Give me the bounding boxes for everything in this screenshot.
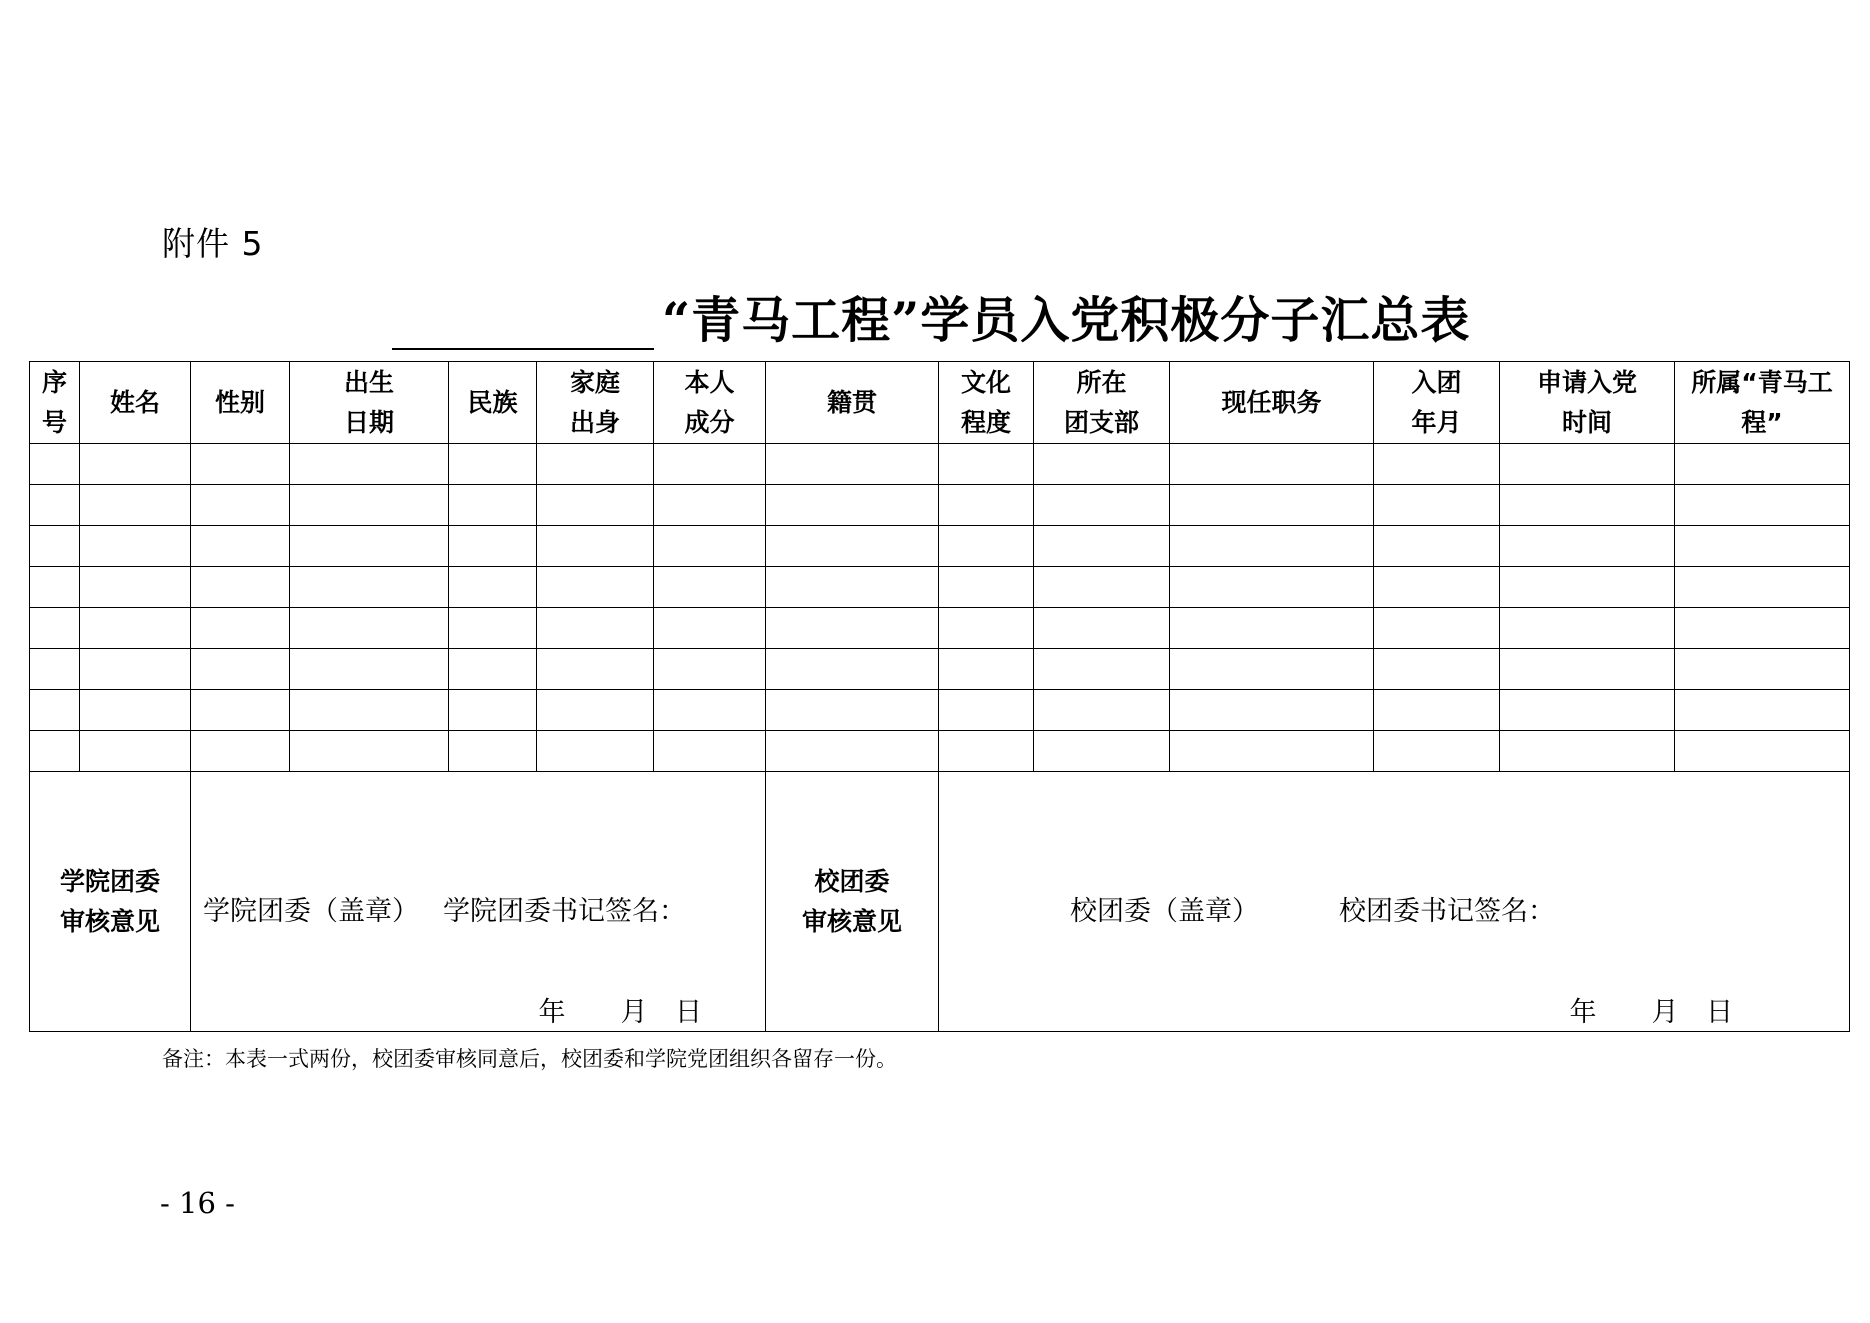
table-cell[interactable] <box>654 444 766 485</box>
table-cell[interactable] <box>939 444 1034 485</box>
table-cell[interactable] <box>766 608 939 649</box>
table-cell[interactable] <box>449 731 537 772</box>
column-header-line1: 所在 <box>1076 367 1127 397</box>
table-cell[interactable] <box>654 485 766 526</box>
table-cell[interactable] <box>766 485 939 526</box>
table-row <box>30 567 1850 608</box>
table-cell[interactable] <box>939 567 1034 608</box>
table-cell[interactable] <box>537 731 654 772</box>
column-header <box>654 362 766 444</box>
table-cell[interactable] <box>654 690 766 731</box>
table-cell[interactable] <box>80 485 191 526</box>
table-cell[interactable] <box>1034 649 1170 690</box>
column-header-line1: 出生 <box>343 367 394 397</box>
table-cell[interactable] <box>1034 608 1170 649</box>
summary-table <box>29 361 1850 1032</box>
column-header-line2: 出身 <box>569 407 620 437</box>
table-cell[interactable] <box>1675 444 1850 485</box>
title-row <box>392 290 1470 350</box>
column-header <box>1170 362 1374 444</box>
table-cell[interactable] <box>30 608 80 649</box>
header-row <box>30 362 1850 444</box>
table-cell[interactable] <box>1675 690 1850 731</box>
table-cell[interactable] <box>1500 731 1675 772</box>
column-header <box>449 362 537 444</box>
table-row <box>30 526 1850 567</box>
column-header <box>537 362 654 444</box>
column-header-line1: 本人 <box>684 367 735 397</box>
table-cell[interactable] <box>191 485 290 526</box>
table-cell[interactable] <box>654 526 766 567</box>
table-cell[interactable] <box>654 731 766 772</box>
table-cell[interactable] <box>191 567 290 608</box>
column-header-line1: 入团 <box>1411 367 1462 397</box>
table-cell[interactable] <box>30 649 80 690</box>
column-header-line1: 现任职务 <box>1221 387 1322 417</box>
college-review-label-line2: 审核意见 <box>59 906 160 936</box>
table-cell[interactable] <box>766 690 939 731</box>
table-cell[interactable] <box>1374 567 1500 608</box>
college-date <box>511 990 702 1029</box>
table-cell[interactable] <box>1170 485 1374 526</box>
column-header-line2: 程” <box>1741 407 1783 437</box>
college-month-label: 月 <box>620 997 648 1028</box>
table-cell[interactable] <box>537 444 654 485</box>
table-cell[interactable] <box>1170 731 1374 772</box>
table-cell[interactable] <box>1170 608 1374 649</box>
table-cell[interactable] <box>1170 649 1374 690</box>
school-review-label-line1: 校团委 <box>814 866 890 896</box>
table-cell[interactable] <box>80 567 191 608</box>
table-cell[interactable] <box>1034 526 1170 567</box>
table-cell[interactable] <box>449 649 537 690</box>
table-cell[interactable] <box>939 485 1034 526</box>
review-row <box>30 772 1850 1032</box>
table-cell[interactable] <box>939 649 1034 690</box>
table-cell[interactable] <box>1500 649 1675 690</box>
column-header-line2: 日期 <box>343 407 394 437</box>
table-cell[interactable] <box>766 649 939 690</box>
table-cell[interactable] <box>191 690 290 731</box>
table-cell[interactable] <box>1034 731 1170 772</box>
table-cell[interactable] <box>449 485 537 526</box>
table-cell[interactable] <box>1034 485 1170 526</box>
table-row <box>30 649 1850 690</box>
column-header-line1: 姓名 <box>109 387 160 417</box>
column-header <box>1500 362 1675 444</box>
column-header-line1: 性别 <box>214 387 265 417</box>
table-cell[interactable] <box>1374 690 1500 731</box>
table-cell[interactable] <box>1675 731 1850 772</box>
column-header-line2: 号 <box>41 407 67 437</box>
table-cell[interactable] <box>654 608 766 649</box>
table-cell[interactable] <box>30 567 80 608</box>
column-header-line1: 民族 <box>467 387 518 417</box>
table-cell[interactable] <box>30 526 80 567</box>
column-header <box>290 362 449 444</box>
column-header <box>1034 362 1170 444</box>
table-row <box>30 608 1850 649</box>
table-cell[interactable] <box>537 690 654 731</box>
table-cell[interactable] <box>80 526 191 567</box>
column-header <box>1374 362 1500 444</box>
table-cell[interactable] <box>290 690 449 731</box>
table-row <box>30 444 1850 485</box>
table-cell[interactable] <box>191 444 290 485</box>
table-cell[interactable] <box>1675 649 1850 690</box>
table-cell[interactable] <box>1374 649 1500 690</box>
table-cell[interactable] <box>537 526 654 567</box>
column-header <box>80 362 191 444</box>
college-day-label: 日 <box>675 997 702 1028</box>
table-cell[interactable] <box>80 608 191 649</box>
college-year-label: 年 <box>538 997 566 1028</box>
table-cell[interactable] <box>1374 485 1500 526</box>
table-cell[interactable] <box>766 526 939 567</box>
table-cell[interactable] <box>449 567 537 608</box>
column-header <box>1675 362 1850 444</box>
table-cell[interactable] <box>191 649 290 690</box>
table-cell[interactable] <box>290 649 449 690</box>
table-cell[interactable] <box>1374 526 1500 567</box>
table-cell[interactable] <box>30 731 80 772</box>
college-review-label-line1: 学院团委 <box>59 866 160 896</box>
table-cell[interactable] <box>191 608 290 649</box>
column-header-line2: 程度 <box>960 407 1011 437</box>
table-cell[interactable] <box>30 690 80 731</box>
table-row <box>30 690 1850 731</box>
table-cell[interactable] <box>1500 526 1675 567</box>
school-review-label <box>766 772 939 1032</box>
table-cell[interactable] <box>290 608 449 649</box>
table-cell[interactable] <box>290 567 449 608</box>
table-cell[interactable] <box>1374 444 1500 485</box>
column-header-line2: 年月 <box>1411 407 1462 437</box>
footnote: 备注：本表一式两份，校团委审核同意后，校团委和学院党团组织各留存一份。 <box>162 1047 897 1071</box>
table-cell[interactable] <box>449 690 537 731</box>
table-cell[interactable] <box>1170 690 1374 731</box>
table-cell[interactable] <box>1374 608 1500 649</box>
table-cell[interactable] <box>1170 567 1374 608</box>
college-review-area[interactable] <box>191 772 766 1032</box>
table-cell[interactable] <box>939 526 1034 567</box>
table-cell[interactable] <box>1034 444 1170 485</box>
table-cell[interactable] <box>537 608 654 649</box>
column-header-line2: 成分 <box>684 407 735 437</box>
school-review-label-line2: 审核意见 <box>801 906 902 936</box>
table-cell[interactable] <box>766 731 939 772</box>
school-signature-label: 校团委书记签名： <box>1339 896 1555 927</box>
table-cell[interactable] <box>939 608 1034 649</box>
table-cell[interactable] <box>1374 731 1500 772</box>
table-cell[interactable] <box>1675 485 1850 526</box>
column-header-line1: 所属“青马工 <box>1691 367 1833 397</box>
table-cell[interactable] <box>939 731 1034 772</box>
table-cell[interactable] <box>30 485 80 526</box>
school-stamp-label: 校团委（盖章） <box>1070 896 1259 927</box>
table-cell[interactable] <box>191 526 290 567</box>
table-cell[interactable] <box>80 731 191 772</box>
column-header-line2: 时间 <box>1561 407 1612 437</box>
table-cell[interactable] <box>449 608 537 649</box>
column-header <box>30 362 80 444</box>
table-cell[interactable] <box>537 567 654 608</box>
table-cell[interactable] <box>1034 690 1170 731</box>
table-cell[interactable] <box>654 649 766 690</box>
table-cell[interactable] <box>290 526 449 567</box>
column-header-line1: 申请入党 <box>1536 367 1637 397</box>
table-cell[interactable] <box>1170 526 1374 567</box>
school-year-label: 年 <box>1569 997 1597 1028</box>
table-cell[interactable] <box>1500 608 1675 649</box>
table-cell[interactable] <box>449 526 537 567</box>
table-cell[interactable] <box>1500 690 1675 731</box>
table-cell[interactable] <box>1675 526 1850 567</box>
school-review-area[interactable] <box>939 772 1850 1032</box>
table-cell[interactable] <box>654 567 766 608</box>
table-cell[interactable] <box>939 690 1034 731</box>
column-header-line1: 籍贯 <box>826 387 877 417</box>
school-month-label: 月 <box>1651 997 1679 1028</box>
table-cell[interactable] <box>766 567 939 608</box>
table-cell[interactable] <box>80 649 191 690</box>
title-fill-blank[interactable] <box>392 296 654 350</box>
table-cell[interactable] <box>1675 608 1850 649</box>
page-number: - 16 - <box>160 1186 235 1220</box>
table-cell[interactable] <box>1034 567 1170 608</box>
table-cell[interactable] <box>80 444 191 485</box>
column-header-line2: 团支部 <box>1063 407 1139 437</box>
college-review-label <box>30 772 191 1032</box>
table-cell[interactable] <box>191 731 290 772</box>
column-header <box>191 362 290 444</box>
table-cell[interactable] <box>537 485 654 526</box>
college-stamp-label: 学院团委（盖章） <box>203 896 419 927</box>
column-header-line1: 文化 <box>960 367 1011 397</box>
table-cell[interactable] <box>537 649 654 690</box>
school-date <box>1542 990 1733 1029</box>
table-cell[interactable] <box>1675 567 1850 608</box>
table-cell[interactable] <box>1170 444 1374 485</box>
column-header-line1: 序 <box>41 367 67 397</box>
table-cell[interactable] <box>1500 444 1675 485</box>
college-signature-label: 学院团委书记签名： <box>443 896 686 927</box>
table-cell[interactable] <box>290 444 449 485</box>
table-cell[interactable] <box>449 444 537 485</box>
table-cell[interactable] <box>1500 567 1675 608</box>
column-header-line1: 家庭 <box>569 367 620 397</box>
table-cell[interactable] <box>30 444 80 485</box>
table-row <box>30 731 1850 772</box>
table-cell[interactable] <box>290 485 449 526</box>
table-row <box>30 485 1850 526</box>
column-header <box>766 362 939 444</box>
table-cell[interactable] <box>1500 485 1675 526</box>
column-header <box>939 362 1034 444</box>
table-cell[interactable] <box>80 690 191 731</box>
school-day-label: 日 <box>1706 997 1733 1028</box>
table-cell[interactable] <box>766 444 939 485</box>
page-title: “青马工程”学员入党积极分子汇总表 <box>662 291 1471 349</box>
attachment-label: 附件 5 <box>162 224 264 263</box>
table-cell[interactable] <box>290 731 449 772</box>
